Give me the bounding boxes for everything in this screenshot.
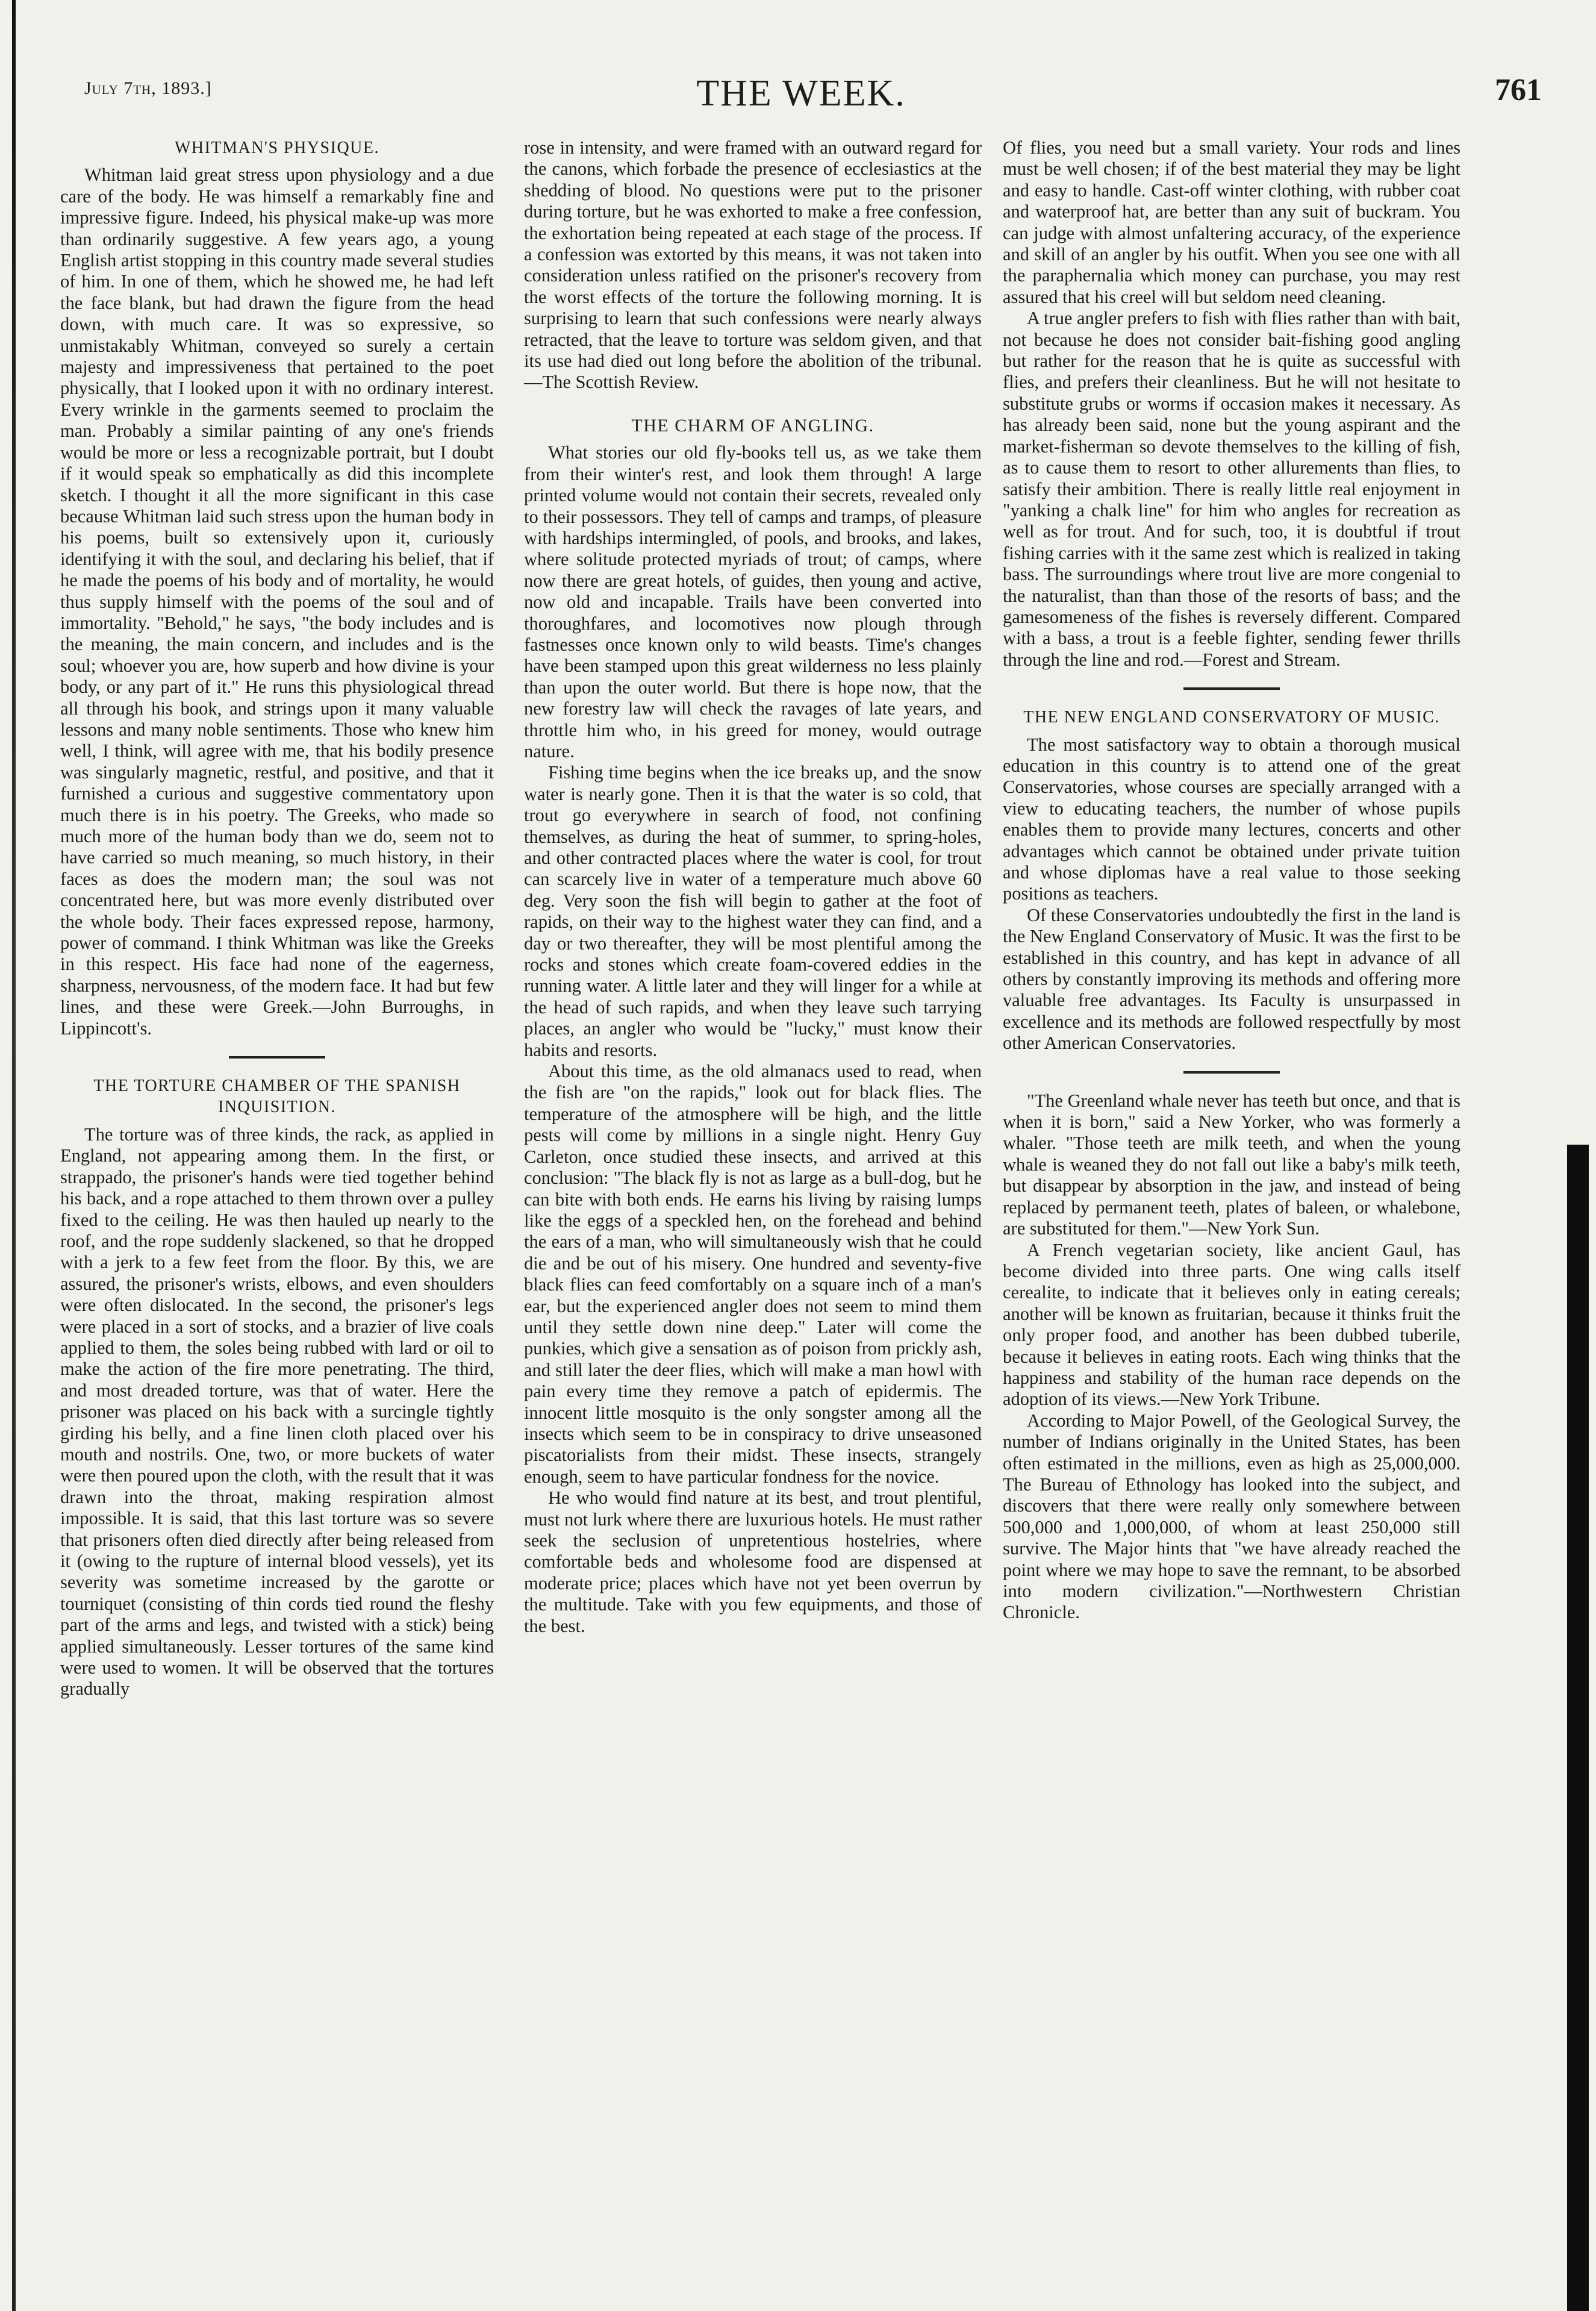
- article-paragraph: According to Major Powell, of the Geological Survey, the number of Indians originally in the United States, has been often estimated in the millions, even as high as 25,000,000. The Bureau of Ethnology has looked into the subject, and discovers that there were really only somewhere between 500,000 and 1,000,000, of whom at least 250,000 still survive. The Major hints that "we have already reached the point where we may hope to save the remnant, to be absorbed into modern civilization."—Northwestern Christian Chronicle.: [1003, 1410, 1460, 1623]
- column-1: [60, 137, 494, 1700]
- page-edge-shadow: [1567, 1145, 1589, 2311]
- issue-date: July 7th, 1893.]: [84, 78, 212, 98]
- article-paragraph: The most satisfactory way to obtain a thorough musical education in this country is to attend one of the great Conservatories, whose courses are specially arranged with a view to educating teachers, the number of whose pupils enables them to provide many lectures, concerts and other advantages which cannot be obtained under private tuition and whose diplomas have a real value to those seeking positions as teachers.: [1003, 734, 1460, 904]
- article-paragraph: Fishing time begins when the ice breaks up, and the snow water is nearly gone. Then it is that the water is so cold, that trout go everywhere in search of food, not confining themselves, as during the heat of summer, to spring-holes, and other contracted places where the water is cool, for trout can scarcely live in water of a temperature much above 60 deg. Very soon the fish will begin to gather at the foot of rapids, on their way to the highest water they can find, and a day or two thereafter, they will be most plentiful among the rocks and stones which create foam-covered eddies in the running water. A little later and they will linger for a while at the head of such rapids, and when they leave such tarrying places, an angler who would be "lucky," must know their habits and resorts.: [524, 762, 982, 1060]
- article-paragraph: Of these Conservatories undoubtedly the first in the land is the New England Conservatory of Music. It was the first to be established in this country, and has kept in advance of all others by constantly improving its methods and offering more valuable free advantages. Its Faculty is unsurpassed in excellence and its methods are followed respectfully by most other American Conservatories.: [1003, 904, 1460, 1054]
- article-paragraph: What stories our old fly-books tell us, as we take them from their winter's rest, and look them through! A large printed volume would not contain their secrets, revealed only to their possessors. They tell of camps and tramps, of pleasure with hardships intermingled, of pools, and brooks, and lakes, where solitude protected myriads of trout; of camps, where now there are great hotels, of guides, then young and active, now old and incapable. Trails have been converted into thoroughfares, and locomotives now plough through fastnesses once known only to wild beasts. Time's changes have been stamped upon this great wilderness no less plainly than upon the outer world. But there is hope now, that the new forestry law will check the ravages of late years, and throttle him who, in his greed for money, would outrage nature.: [524, 442, 982, 761]
- article-heading: THE CHARM OF ANGLING.: [631, 415, 874, 436]
- article-torture-chamber-continued: [524, 137, 982, 393]
- article-whitmans-physique: [60, 137, 494, 1039]
- section-divider: [229, 1056, 325, 1059]
- article-new-england-conservatory: [1003, 707, 1460, 1054]
- section-divider: [1183, 1071, 1280, 1074]
- section-divider: [1183, 687, 1280, 690]
- running-head: [48, 72, 1554, 127]
- column-3: [1003, 137, 1460, 1624]
- article-heading: THE NEW ENGLAND CONSERVATORY OF MUSIC.: [1023, 708, 1440, 727]
- article-charm-of-angling-continued: [1003, 137, 1460, 671]
- publication-title: THE WEEK.: [696, 73, 906, 114]
- article-paragraph: rose in intensity, and were framed with an outward regard for the canons, which forbade the presence of ecclesiastics at the shedding of blood. No questions were put to the prisoner during torture, but he was exhorted to make a free confession, the exhortation being repeated at each stage of the process. If a confession was extorted by this means, it was not taken into consideration unless ratified on the prisoner's recovery from the worst effects of the torture the following morning. It is surprising to learn that such confessions were nearly always retracted, that the leave to torture was seldom given, and that its use had died out long before the abolition of the tribunal.—The Scottish Review.: [524, 137, 982, 393]
- article-heading: WHITMAN'S PHYSIQUE.: [175, 139, 379, 157]
- article-paragraph: "The Greenland whale never has teeth but once, and that is when it is born," said a New Yorker, who was formerly a whaler. "Those teeth are milk teeth, and when the young whale is weaned they do not fall out like a baby's milk teeth, but disappear by absorption in the jaw, and instead of being replaced by permanent teeth, plates of baleen, or whalebone, are substituted for them."—New York Sun.: [1003, 1090, 1460, 1239]
- article-paragraph: Of flies, you need but a small variety. Your rods and lines must be well chosen; if of the best material they may be light and easy to handle. Cast-off winter clothing, with rubber coat and waterproof hat, are better than any suit of buckram. You can judge with almost unfaltering accuracy, of the experience and skill of an angler by his outfit. When you see one with all the paraphernalia which money can purchase, you may rest assured that his creel will but seldom need cleaning.: [1003, 137, 1460, 307]
- article-paragraph: A French vegetarian society, like ancient Gaul, has become divided into three parts. One wing calls itself cerealite, to indicate that it believes only in eating cereals; another will be known as fruitarian, because it thinks fruit the only proper food, and another has been dubbed tuberile, because it believes in eating roots. Each wing thinks that the happiness and stability of the human race depends on the adoption of its views.—New York Tribune.: [1003, 1239, 1460, 1410]
- article-paragraph: The torture was of three kinds, the rack, as applied in England, not appearing among them. In the first, or strappado, the prisoner's hands were tied together behind his back, and a rope attached to them thrown over a pulley fixed to the ceiling. He was then hauled up nearly to the roof, and the rope suddenly slackened, so that he dropped with a jerk to a few feet from the floor. By this, we are assured, the prisoner's wrists, elbows, and even shoulders were often dislocated. In the second, the prisoner's legs were placed in a sort of stocks, and a brazier of live coals applied to them, the soles being rubbed with lard or oil to make the action of the fire more penetrating. The third, and most dreaded torture, was that of water. Here the prisoner was placed on his back with a surcingle tightly girding his belly, and a fine linen cloth placed over his mouth and nostrils. One, two, or more buckets of water were then poured upon the cloth, with the result that it was drawn into the throat, making respiration almost impossible. It is said, that this last torture was so severe that prisoners often died directly after being released from it (owing to the rupture of internal blood vessels), yet its severity was sometime increased by the garotte or tourniquet (consisting of thin cords tied round the fleshy part of the arms and legs, and twisted with a stick) being applied simultaneously. Lesser tortures of the same kind were used to women. It will be observed that the tortures gradually: [60, 1124, 494, 1700]
- article-paragraph: A true angler prefers to fish with flies rather than with bait, not because he does not consider bait-fishing good angling but rather for the reason that he is quite as successful with flies, and prefers their cleanliness. But he will not hesitate to substitute grubs or worms if occasion makes it necessary. As has already been said, none but the young aspirant and the market-fisherman so devote themselves to the killing of fish, as to cause them to resort to other allurements than flies, to satisfy their ambition. There is really little real enjoyment in "yanking a chalk line" for him who angles for recreation as well as for trout. And for such, too, it is doubtful if trout fishing carries with it the same zest which is realized in taking bass. The surroundings where trout live are more congenial to the naturalist, than than those of the resorts of bass; and the gamesomeness of the fishes is reversely different. Compared with a bass, a trout is a feeble fighter, sending fewer thrills through the line and rod.—Forest and Stream.: [1003, 308, 1460, 670]
- article-charm-of-angling: [524, 415, 982, 1637]
- article-paragraph: About this time, as the old almanacs used to read, when the fish are "on the rapids," look out for black flies. The temperature of the atmosphere will be high, and the little pests will come by millions in a single night. Henry Guy Carleton, once studied these insects, and arrived at this conclusion: "The black fly is not as large as a bull-dog, but he can bite with both ends. He earns his living by raising lumps like the eggs of a speckled hen, on the forehead and behind the ears of a man, who will simultaneously wish that he could die and be out of his misery. One hundred and seventy-five black flies can feed comfortably on a square inch of a man's ear, but the experienced angler does not seem to mind them until they settle down nine deep." Later will come the punkies, which give a sensation as of poison from prickly ash, and still later the deer flies, which will make a man howl with pain every time they remove a patch of epidermis. The innocent little mosquito is the only songster among all the insects which seem to be in conspiracy to drive unseasoned piscatorialists from their midst. These insects, strangely enough, seem to have particular fondness for the novice.: [524, 1061, 982, 1487]
- article-heading: THE TORTURE CHAMBER OF THE SPANISH INQUISITION.: [93, 1077, 461, 1117]
- column-2: [524, 137, 982, 1637]
- article-paragraph: Whitman laid great stress upon physiology and a due care of the body. He was himself a remarkably fine and impressive figure. Indeed, his physical make-up was more than ordinarily suggestive. A few years ago, a young English artist stopping in this country made several studies of him. In one of them, which he showed me, he had left the face blank, but had drawn the figure from the head down, with much care. It was so expressive, so unmistakably Whitman, conveyed so surely a certain majesty and impressiveness that pertained to the poet physically, that I looked upon it with no ordinary interest. Every wrinkle in the garments seemed to proclaim the man. Probably a similar painting of any one's friends would be more or less a recognizable portrait, but I doubt if it would speak so emphatically as did this incomplete sketch. I thought it all the more significant in this case because Whitman laid such stress upon the human body in his poems, built so extensively upon it, curiously identifying it with the soul, and declaring his belief, that if he made the poems of his body and of mortality, he would thus supply himself with the poems of the soul and of immortality. "Behold," he says, "the body includes and is the meaning, the main concern, and includes and is the soul; whoever you are, how superb and how divine is your body, or any part of it." He runs this physiological thread all through his book, and strings upon it many valuable lessons and many noble sentiments. Those who knew him well, I think, will agree with me, that his bodily presence was singularly magnetic, restful, and positive, and that it furnished a curious and suggestive commentatory upon much there is in his poetry. The Greeks, who made so much more of the human body than we do, seem not to have carried so much meaning, so much history, in their faces as does the modern man; the soul was not concentrated here, but was more evenly distributed over the whole body. Their faces expressed repose, harmony, power of command. I think Whitman was like the Greeks in this respect. His face had none of the eagerness, sharpness, nervousness, of the modern face. It had but few lines, and these were Greek.—John Burroughs, in Lippincott's.: [60, 164, 494, 1039]
- article-miscellany: [1003, 1090, 1460, 1624]
- page-number: 761: [1495, 73, 1542, 107]
- article-torture-chamber: [60, 1075, 494, 1700]
- page-binding-edge: [12, 0, 16, 2311]
- article-paragraph: He who would find nature at its best, and trout plentiful, must not lurk where there are luxurious hotels. He must rather seek the seclusion of unpretentious hostelries, where comfortable beds and wholesome food are dispensed at moderate price; places which have not yet been overrun by the multitude. Take with you few equipments, and those of the best.: [524, 1487, 982, 1636]
